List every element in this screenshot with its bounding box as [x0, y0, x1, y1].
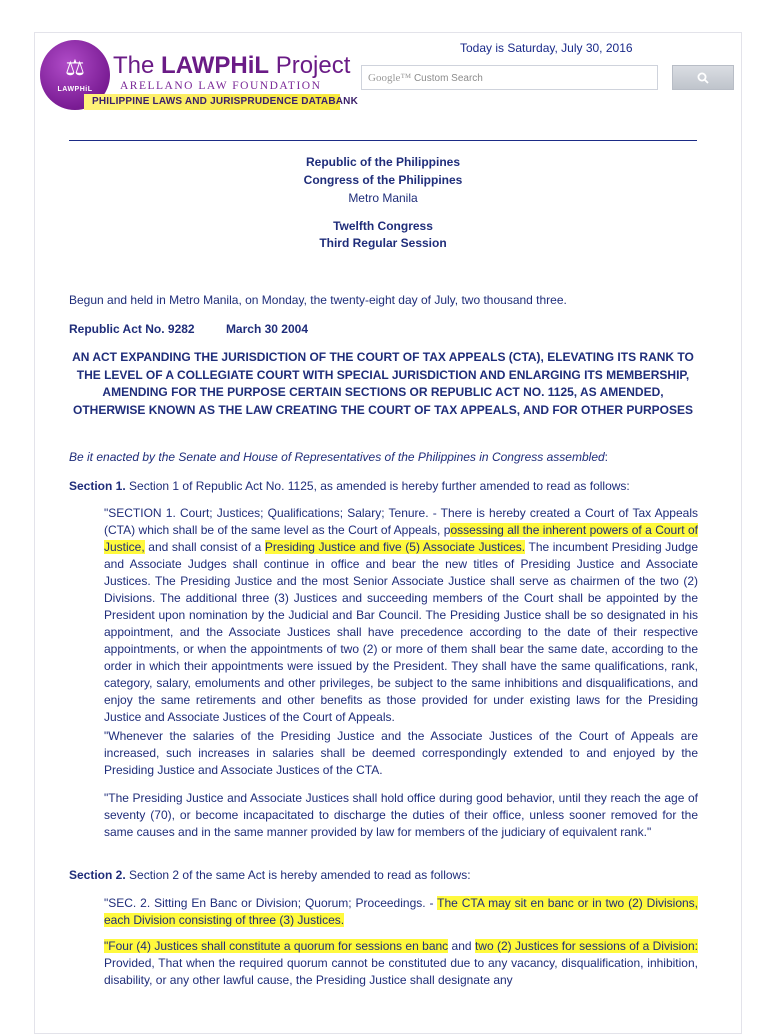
logo-banner-text: PHILIPPINE LAWS AND JURISPRUDENCE DATABANK — [92, 96, 359, 107]
section-2-heading — [69, 867, 697, 883]
heading-session: Third Regular Session — [319, 236, 447, 250]
s1p1-text-a: "SECTION 1. Court; Justices; Qualifications; Salary; Tenure. - There is hereby created a Court of Tax Appeals (CTA) which shall be of the same level as the Court of Appeals, p — [104, 506, 698, 537]
section-1-paragraph-3: "The Presiding Justice and Associate Justices shall hold office during good behavior, until they reach the age of seventy (70), or become incapacitated to discharge the duties of their office, unless sooner removed for the same causes and in the same manner provided by law for members of the judiciary of equivalent rank." — [104, 791, 698, 839]
s1p1-highlight-2: Presiding Justice and five (5) Associate Justices. — [264, 540, 526, 554]
act-date: March 30 2004 — [225, 322, 308, 336]
search-input[interactable] — [361, 65, 658, 90]
search-brand: Google™ — [368, 72, 412, 84]
search-placeholder — [368, 72, 483, 84]
scales-of-justice-icon: ⚖ — [65, 55, 85, 81]
section-1-heading — [69, 478, 697, 494]
act-number: Republic Act No. 9282 — [69, 322, 195, 336]
logo-emblem-text: LAWPHiL — [57, 85, 93, 93]
s1p1-text-c: The incumbent Presiding Judge and Associate Judges shall continue in office and bear the new titles of Presiding Justice and Associate Justices. The Presiding Justice and the most Senior Associate Justice shall serve as chairmen of the two (2) Divisions. The additional three (3) Justices and succeeding members of the Court shall be appointed by the President upon nomination by the Judicial and Bar Council. The Presiding Justice shall be so designated in his appointment, and the Associate Justices shall have precedence according to the date of their respective appointments, or when the appointments of two (2) or more of them shall bear the same date, according to the order in which their appointments were issued by the President. They shall have the same qualifications, rank, category, salary, emoluments and other privileges, be subject to the same inhibitions and disqualifications, and enjoy the same retirements and other benefits as those provided for under existing laws for the Presiding Justice and Associate Justices of the Court of Appeals. — [104, 540, 698, 724]
s2p2-highlight-2: two (2) Justices for sessions of a Division: — [474, 939, 698, 953]
logo-subtitle: ARELLANO LAW FOUNDATION — [120, 80, 322, 92]
act-title: AN ACT EXPANDING THE JURISDICTION OF THE COURT OF TAX APPEALS (CTA), ELEVATING ITS RANK TO THE LEVEL OF A COLLEGIATE COURT WITH SPECIAL JURISDICTION AND ENLARGING ITS MEMBERSHIP, AMENDING FOR THE PURPOSE CERTAIN SECTIONS OR REPUBLIC ACT NO. 1125, AS AMENDED, OTHERWISE KNOWN AS THE LAW CREATING THE COURT OF TAX APPEALS, AND FOR OTHER PURPOSES — [72, 350, 694, 417]
enacting-clause: Be it enacted by the Senate and House of Representatives of the Philippines in Congress assembled: — [69, 450, 609, 464]
s2p2-text-b: Provided, That when the required quorum cannot be constituted due to any vacancy, disqualification, inhibition, disability, or any other lawful cause, the Presiding Justice shall designate any — [104, 956, 698, 987]
heading-republic: Republic of the Philippines — [305, 155, 460, 169]
section-2-paragraph-2 — [104, 938, 698, 989]
s2p2-highlight-1: "Four (4) Justices shall constitute a quorum for sessions en banc — [104, 939, 449, 953]
header-rule — [69, 140, 697, 141]
logo-title — [113, 52, 350, 80]
lawphil-logo[interactable] — [40, 40, 359, 112]
search-placeholder-text: Custom Search — [413, 73, 483, 84]
enacting-clause-text: Be it enacted by the Senate and House of Representatives of the Philippines in Congress assembled — [69, 450, 605, 464]
section-2-label: Section 2. — [69, 868, 126, 882]
search-button[interactable] — [672, 65, 734, 90]
s1p1-text-b: and shall consist of a — [144, 540, 265, 554]
section-1-label: Section 1. — [69, 479, 126, 493]
s2p2-text-a: and — [448, 939, 475, 953]
logo-title-bold: LAWPHiL — [161, 52, 270, 79]
heading-congress-number: Twelfth Congress — [333, 219, 433, 233]
logo-title-suffix: Project — [269, 52, 351, 79]
begun-statement: Begun and held in Metro Manila, on Monday, the twenty-eight day of July, two thousand three. — [69, 293, 567, 307]
search-icon — [697, 72, 709, 84]
heading-location: Metro Manila — [348, 191, 418, 205]
s2p1-text-a: "SEC. 2. Sitting En Banc or Division; Quorum; Proceedings. - — [104, 896, 438, 910]
act-number-line — [69, 321, 697, 337]
today-date: Today is Saturday, July 30, 2016 — [460, 41, 633, 55]
section-1-paragraph-2: "Whenever the salaries of the Presiding Justice and the Associate Justices of the Court of Appeals are increased, such increases in salaries shall be deemed correspondingly extended to and enjoyed by the Presiding Justice and Associate Justices of the CTA. — [104, 729, 698, 777]
section-2-intro: Section 2 of the same Act is hereby amended to read as follows: — [125, 868, 471, 882]
section-1-paragraph-1 — [104, 505, 698, 726]
s1p1-highlight-1: ossessing all the inherent powers of a Court of Justice, — [104, 523, 698, 554]
logo-title-prefix: The — [113, 52, 162, 79]
section-1-intro: Section 1 of Republic Act No. 1125, as amended is hereby further amended to read as follows: — [125, 479, 630, 493]
heading-congress: Congress of the Philippines — [303, 173, 463, 187]
section-2-paragraph-1 — [104, 895, 698, 929]
s2p1-highlight: The CTA may sit en banc or in two (2) Divisions, each Division consisting of three (3) Justices. — [104, 896, 698, 927]
